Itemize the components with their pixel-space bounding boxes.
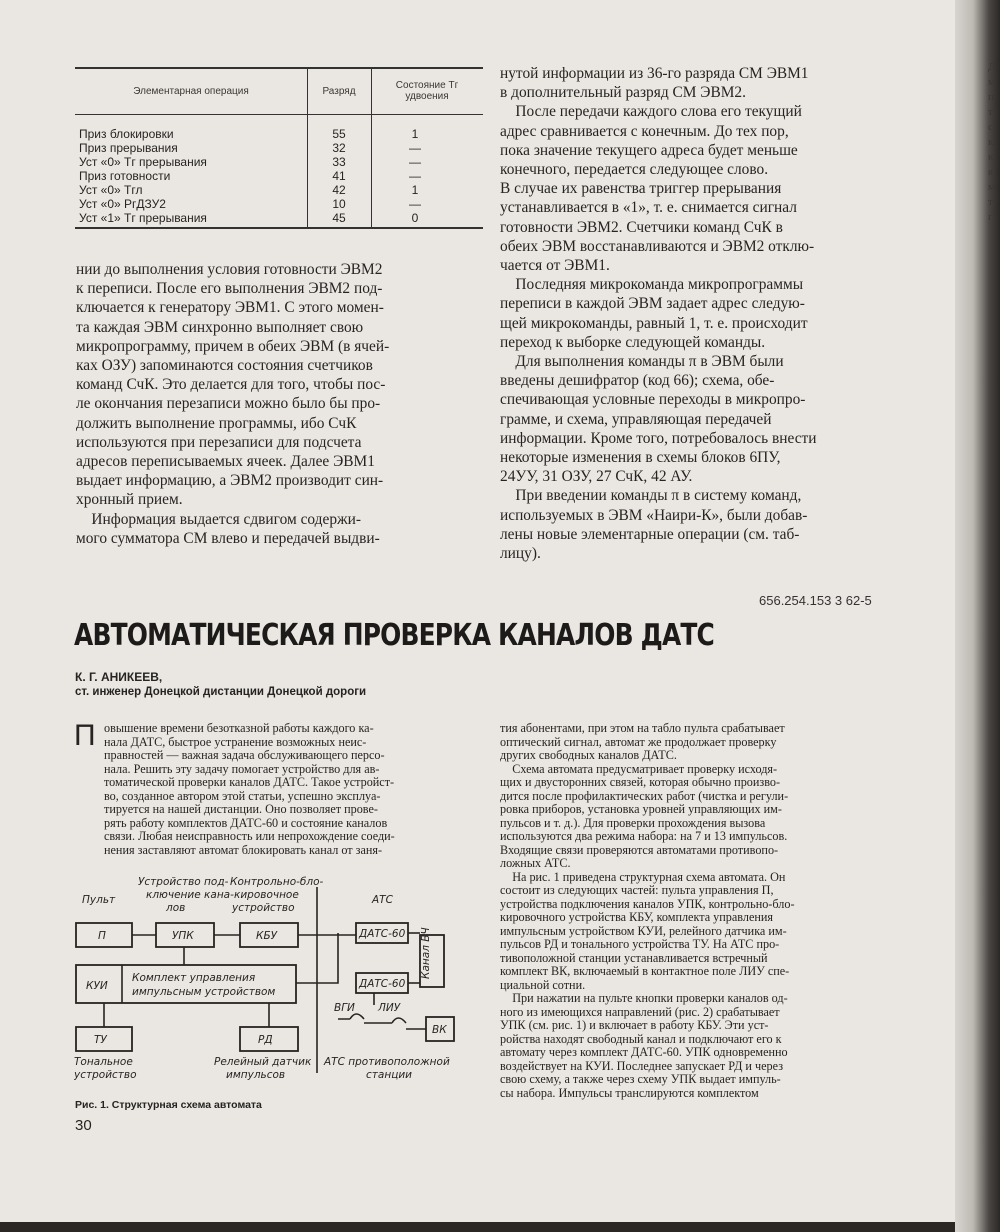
text-line: На рис. 1 приведена структурная схема автомата. Он <box>500 869 786 884</box>
text-line: чается от ЭВМ1. <box>500 257 610 275</box>
label-kbu-title-2: кировочное <box>234 889 299 901</box>
box-tu-label: ТУ <box>94 1034 107 1046</box>
text-line: тируется на нашей дистанции. Оно позволяет прове- <box>104 802 378 816</box>
text-line: Схема автомата предусматривает проверку исходя- <box>500 761 778 776</box>
table-col-divider <box>371 67 372 229</box>
text-line: щей микрокоманды, равный 1, т. е. происходит <box>500 314 808 332</box>
text-line: кировочного устройства КБУ, комплекта управления <box>500 910 774 924</box>
text-line: связи. Любая неисправность или непрохождение соеди- <box>104 829 395 843</box>
next-page-fragment: я <box>988 166 994 178</box>
table-cell-operation: Приз блокировки <box>79 127 174 141</box>
text-line: хронный прием. <box>76 491 183 509</box>
table-cell-digit: 41 <box>332 169 346 183</box>
next-page-fragment: г <box>988 211 993 223</box>
text-line: ного из имеющихся направлений (рис. 2) срабатывает <box>500 1004 780 1019</box>
text-line: грамме, и схема, управляющая передачей <box>500 410 772 428</box>
next-page-fragment: п <box>988 91 994 103</box>
text-line: ках ОЗУ) запоминаются состояния счетчиков <box>76 357 373 375</box>
table-cell-digit: 45 <box>332 211 346 225</box>
label-upk-title-2: ключение кана- <box>146 889 234 901</box>
text-line: нутой информации из 36-го разряда СМ ЭВМ1 <box>500 65 809 82</box>
box-kui-label: КУИ <box>86 980 108 992</box>
next-page-strip <box>988 60 1000 310</box>
label-upk-title-3: лов <box>166 902 186 914</box>
label-upk-title-1: Устройство под- <box>138 876 229 888</box>
next-page-fragment: к <box>988 151 994 163</box>
label-kbu-title-1: Контрольно-бло- <box>230 876 324 888</box>
text-line: та каждая ЭВМ синхронно выполняет свою <box>76 318 364 336</box>
label-vgi: ВГИ <box>334 1002 355 1014</box>
article-title: АВТОМАТИЧЕСКАЯ ПРОВЕРКА КАНАЛОВ ДАТС <box>74 618 714 653</box>
text-line: В случае их равенства триггер прерывания <box>500 180 782 198</box>
table-header-digit: Разряд <box>322 86 356 97</box>
text-line: ройства находят свободный канал и подключают его к <box>500 1031 782 1046</box>
label-ats: АТС <box>372 894 393 906</box>
text-line: переход к выборке следующей команды. <box>500 333 766 351</box>
text-line: лены новые элементарные операции (см. таб- <box>500 525 800 543</box>
left-column-text-bottom <box>104 722 456 857</box>
text-line: переписи в каждой ЭВМ задает адрес следую- <box>500 295 805 313</box>
text-line: некоторые изменения в схемы блоков 6ПУ, <box>500 449 781 467</box>
box-dats-1-label: ДАТС-60 <box>359 928 406 940</box>
text-line: ложных АТС. <box>500 856 571 870</box>
box-rd-label: РД <box>258 1034 273 1046</box>
table-cell-digit: 32 <box>332 141 346 155</box>
text-line: рять работу комплектов ДАТС-60 и состояние каналов <box>104 815 388 830</box>
table-cell-state: — <box>409 197 421 211</box>
text-line: команд СчК. Это делается для того, чтобы пос- <box>76 376 386 394</box>
text-line: свою схему, а также через схему УПК выдает импуль- <box>500 1072 781 1086</box>
table-bottom-rule <box>75 227 483 229</box>
text-line: обеих ЭВМ восстанавливаются и ЭВМ2 отклю- <box>500 237 815 255</box>
text-line: циальной сотни. <box>500 977 586 992</box>
text-line: Информация выдается сдвигом содержи- <box>76 510 362 528</box>
text-line: к переписи. После его выполнения ЭВМ2 под- <box>76 280 383 298</box>
text-line: устройства подключения каналов УПК, контрольно-бло- <box>500 896 795 911</box>
text-line: При нажатии на пульте кнопки проверки каналов од- <box>500 991 788 1005</box>
text-line: автомату через комплект ДАТС-60. УПК одновременно <box>500 1045 788 1059</box>
table-cell-operation: Уст «0» Тг прерывания <box>79 155 207 169</box>
label-rele-1: Релейный датчик <box>214 1056 312 1068</box>
text-line: сы набора. Импульсы транслируются комплектом <box>500 1085 759 1100</box>
operations-table <box>75 67 483 242</box>
table-cell-state: 1 <box>411 127 419 141</box>
text-line: нала ДАТС, быстрое устранение возможных неис- <box>104 734 367 749</box>
table-cell-state: — <box>409 155 421 169</box>
next-page-fragment: т <box>988 196 993 208</box>
text-line: информации. Кроме того, потребовалось внести <box>500 429 817 447</box>
table-cell-operation: Уст «1» Тг прерывания <box>79 211 207 225</box>
text-line: введены дешифратор (код 66); схема, обе- <box>500 372 775 390</box>
text-line: используются при перезаписи для подсчета <box>76 433 362 451</box>
text-line: лицу). <box>500 545 541 563</box>
text-line: пока значение текущего адреса будет меньше <box>500 141 798 159</box>
box-upk-label: УПК <box>172 930 194 942</box>
table-cell-operation: Приз прерывания <box>79 141 178 155</box>
next-page-fragment: с <box>988 121 993 133</box>
table-cell-state: 1 <box>411 183 419 197</box>
table-header-rule <box>75 114 483 115</box>
table-cell-digit: 33 <box>332 155 346 169</box>
text-line: состоит из следующих частей: пульта управления П, <box>500 883 774 897</box>
text-line: используются два режима набора: на 7 и 13 импульсов. <box>500 829 788 843</box>
author-affiliation: ст. инженер Донецкой дистанции Донецкой дороги <box>75 686 367 698</box>
text-line: щих и двусторонних связей, которая обычно произво- <box>500 775 781 789</box>
text-line: мого сумматора СМ влево и передачей выдви- <box>76 529 380 547</box>
next-page-fragment: к <box>988 136 994 148</box>
left-column-text-top <box>76 260 459 548</box>
box-kanal-label: Канал ВЧ <box>420 927 432 979</box>
text-line: Входящие связи проверяются автоматами противопо- <box>500 842 779 857</box>
box-vk-label: ВК <box>432 1024 447 1036</box>
label-tonal-1: Тональное <box>74 1056 133 1068</box>
text-line: нала. Решить эту задачу помогает устройство для ав- <box>104 761 380 776</box>
text-line: должить выполнение программы, ибо СчК <box>76 414 357 432</box>
text-line: адрес сравнивается с конечным. До тех пор, <box>500 122 789 140</box>
text-line: микропрограмму, причем в обеих ЭВМ (в ячей- <box>76 337 390 355</box>
drop-cap: П <box>74 719 96 752</box>
label-tonal-2: устройство <box>74 1069 137 1081</box>
text-line: пульсов РД и тонального устройства ТУ. На АТС про- <box>500 937 780 951</box>
text-line: нения заставляют автомат блокировать канал от заня- <box>104 842 383 857</box>
udc-code: 656.254.153 3 62-5 <box>759 593 872 608</box>
text-line: правностей — важная задача обслуживающего персо- <box>104 748 385 762</box>
text-line: томатической проверки каналов ДАТС. Такое устройст- <box>104 775 395 789</box>
text-line: тивоположной станции устанавливается встречный <box>500 950 768 965</box>
text-line: ключается к генератору ЭВМ1. С этого момен- <box>76 299 384 317</box>
label-kbu-title-3: устройство <box>232 902 295 914</box>
next-page-fragment: Д <box>988 61 996 73</box>
box-kbu-label: КБУ <box>256 930 278 942</box>
text-line: тия абонентами, при этом на табло пульта срабатывает <box>500 721 785 735</box>
author-name: К. Г. АНИКЕЕВ, <box>75 670 163 684</box>
text-line: дится после профилактических работ (чистка и регули- <box>500 788 789 803</box>
text-line: используемых в ЭВМ «Наири-К», были добав- <box>500 506 808 524</box>
table-cell-state: — <box>409 169 421 183</box>
text-line: спечивающая условные переходы в микропро- <box>500 391 806 409</box>
text-line: пульсов и т. д.). Для проверки прохождения вызова <box>500 815 766 830</box>
next-page-fragment: м <box>988 76 995 88</box>
text-line: 24УУ, 31 ОЗУ, 27 СчК, 42 АУ. <box>500 468 693 486</box>
text-line: в дополнительный разряд СМ ЭВМ2. <box>500 84 746 102</box>
text-line: устанавливается в «1», т. е. снимается сигнал <box>500 199 797 217</box>
text-line: во, созданное автором этой статьи, успешно эксплуа- <box>104 788 381 803</box>
text-line: конечного, передается следующее слово. <box>500 161 769 179</box>
right-column-text-top <box>500 64 880 563</box>
box-dats-2-label: ДАТС-60 <box>359 978 406 990</box>
table-cell-operation: Уст «0» Тгл <box>79 183 143 197</box>
text-line: выдает информацию, а ЭВМ2 производит син- <box>76 472 384 490</box>
right-column-text-bottom <box>500 722 878 1100</box>
text-line: нии до выполнения условия готовности ЭВМ2 <box>76 261 383 278</box>
text-line: Для выполнения команды π в ЭВМ были <box>500 353 784 371</box>
table-cell-state: 0 <box>411 211 419 225</box>
table-cell-digit: 55 <box>332 127 346 141</box>
label-liu: ЛИУ <box>378 1002 401 1014</box>
kui-desc-1: Комплект управления <box>132 972 256 984</box>
text-line: ле окончания перезаписи можно было бы про- <box>76 395 381 413</box>
page-number: 30 <box>75 1117 92 1134</box>
label-pult: Пульт <box>82 894 116 906</box>
label-rele-2: импульсов <box>226 1069 286 1081</box>
text-line: оптический сигнал, автомат же продолжает проверку <box>500 734 777 749</box>
box-p-label: П <box>98 930 106 942</box>
table-header-operation: Элементарная операция <box>133 86 249 97</box>
text-line: УПК (см. рис. 1) и включает в работу КБУ. Эти уст- <box>500 1018 769 1032</box>
figure-caption: Рис. 1. Структурная схема автомата <box>75 1099 262 1111</box>
text-line: воздействует на КУИ. Последнее запускает РД и через <box>500 1058 784 1073</box>
next-page-fragment: м <box>988 181 995 193</box>
table-cell-operation: Уст «0» РгДЗУ2 <box>79 197 166 211</box>
table-top-rule <box>75 67 483 69</box>
next-page-fragment: т <box>988 106 993 118</box>
text-line: При введении команды π в систему команд, <box>500 487 802 505</box>
label-ats-opp-1: АТС противоположной <box>324 1056 450 1068</box>
text-line: овышение времени безотказной работы каждого ка- <box>104 721 374 735</box>
table-header-state: Состояние Тг удвоения <box>395 80 459 102</box>
table-cell-operation: Приз готовности <box>79 169 171 183</box>
table-cell-state: — <box>409 141 421 155</box>
table-cell-digit: 10 <box>332 197 346 211</box>
text-line: импульсным устройством КУИ, релейного датчика им- <box>500 923 787 938</box>
text-line: комплект ВК, включаемый в контактное поле ЛИУ спе- <box>500 964 790 978</box>
text-line: готовности ЭВМ2. Счетчики команд СчК в <box>500 218 783 236</box>
text-line: Последняя микрокоманда микропрограммы <box>500 276 804 294</box>
text-line: ровка приборов, установка уровней управляющих им- <box>500 802 782 816</box>
text-line: других свободных каналов ДАТС. <box>500 748 677 762</box>
kui-desc-2: импульсным устройством <box>132 986 276 998</box>
text-line: После передачи каждого слова его текущий <box>500 103 802 121</box>
structure-diagram <box>74 873 494 1083</box>
table-cell-digit: 42 <box>332 183 346 197</box>
text-line: адресов переписываемых ячеек. Далее ЭВМ1 <box>76 453 375 471</box>
label-ats-opp-2: станции <box>366 1069 412 1081</box>
